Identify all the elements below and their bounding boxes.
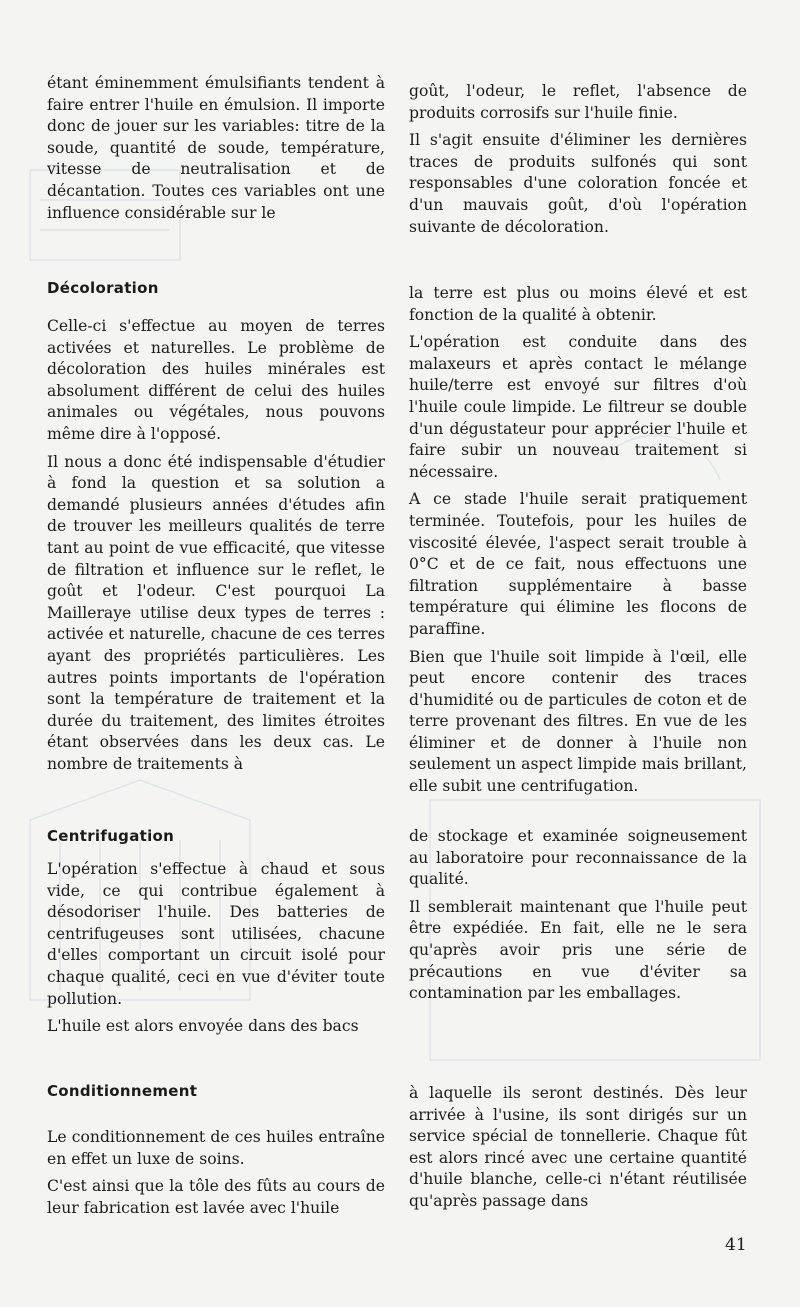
decoloration-left-column — [47, 316, 385, 781]
paragraph: C'est ainsi que la tôle des fûts au cours de leur fabrication est lavée avec l'huile — [47, 1177, 385, 1217]
paragraph: Il s'agit ensuite d'éliminer les dernières traces de produits sulfonés qui sont responsables d'une coloration foncée et d'un mauvais goût, d'où l'opération suivante de décoloration. — [409, 131, 747, 236]
centrifugation-left-column — [47, 859, 385, 1044]
intro-left-column — [47, 73, 385, 230]
section-heading-conditionnement: Conditionnement — [47, 1082, 198, 1100]
paragraph: Celle-ci s'effectue au moyen de terres activées et naturelles. Le problème de décoloration des huiles minérales est absolument différent de celui des huiles animales ou végétales, nous pouvons même dire à l'opposé. — [47, 317, 385, 443]
paragraph: Le conditionnement de ces huiles entraîne en effet un luxe de soins. — [47, 1128, 385, 1168]
paragraph: Il semblerait maintenant que l'huile peut être expédiée. En fait, elle ne le sera qu'après avoir pris une série de précautions en vue d'éviter sa contamination par les emballages. — [409, 897, 747, 1003]
intro-right-column — [409, 81, 747, 244]
paragraph: L'opération est conduite dans des malaxeurs et après contact le mélange huile/terre est envoyé sur filtres d'où l'huile coule limpide. Le filtreur se double d'un dégustateur pour apprécier l'huile et faire subir un nouveau traitement si nécessaire. — [409, 333, 747, 481]
conditionnement-right-column — [409, 1083, 747, 1219]
section-heading-centrifugation: Centrifugation — [47, 827, 175, 845]
paragraph: L'huile est alors envoyée dans des bacs — [47, 1017, 359, 1036]
paragraph: la terre est plus ou moins élevé et est fonction de la qualité à obtenir. — [409, 284, 747, 324]
paragraph: goût, l'odeur, le reflet, l'absence de produits corrosifs sur l'huile finie. — [409, 82, 747, 122]
conditionnement-left-column — [47, 1127, 385, 1225]
paragraph: Bien que l'huile soit limpide à l'œil, elle peut encore contenir des traces d'humidité ou de particules de coton et de terre provenant des filtres. En vue de les éliminer et de donner à l'huile non seulement un aspect limpide mais brillant, elle subit une centrifugation. — [409, 647, 747, 796]
page-number: 41 — [725, 1235, 747, 1255]
section-heading-decoloration: Décoloration — [47, 279, 159, 297]
decoloration-right-column — [409, 283, 747, 804]
paragraph: étant éminemment émulsifiants tendent à faire entrer l'huile en émulsion. Il importe donc de jouer sur les variables: titre de la soude, quantité de soude, température, vitesse de neutralisation et de décantation. Toutes ces variables ont une influence considérable sur le — [47, 74, 385, 222]
paragraph: à laquelle ils seront destinés. Dès leur arrivée à l'usine, ils sont dirigés sur un service spécial de tonnellerie. Chaque fût est alors rincé avec une certaine quantité d'huile blanche, celle-ci n'étant réutilisée qu'après passage dans — [409, 1084, 747, 1210]
paragraph: A ce stade l'huile serait pratiquement terminée. Toutefois, pour les huiles de viscosité élevée, l'aspect serait trouble à 0°C et de ce fait, nous effectuons une filtration supplémentaire à basse température qui élimine les flocons de paraffine. — [409, 490, 747, 638]
paragraph: L'opération s'effectue à chaud et sous vide, ce qui contribue également à désodoriser l'huile. Des batteries de centrifugeuses sont utilisées, chacune d'elles comportant un circuit isolé pour chaque qualité, ceci en vue d'éviter toute pollution. — [47, 860, 385, 1008]
paragraph: Il nous a donc été indispensable d'étudier à fond la question et sa solution a demandé plusieurs années d'études afin de trouver les meilleurs qualités de terre tant au point de vue efficacité, que vitesse de filtration et influence sur le reflet, le goût et l'odeur. C'est pourquoi La Mailleraye utilise deux types de terres : activée et naturelle, chacune de ces terres ayant des propriétés particulières. Les autres points importants de l'opération sont la température de traitement et la durée du traitement, des limites étroites étant observées dans les deux cas. Le nombre de traitements à — [47, 452, 385, 773]
paragraph: de stockage et examinée soigneusement au laboratoire pour reconnaissance de la qualité. — [409, 827, 747, 889]
centrifugation-right-column — [409, 826, 747, 1011]
